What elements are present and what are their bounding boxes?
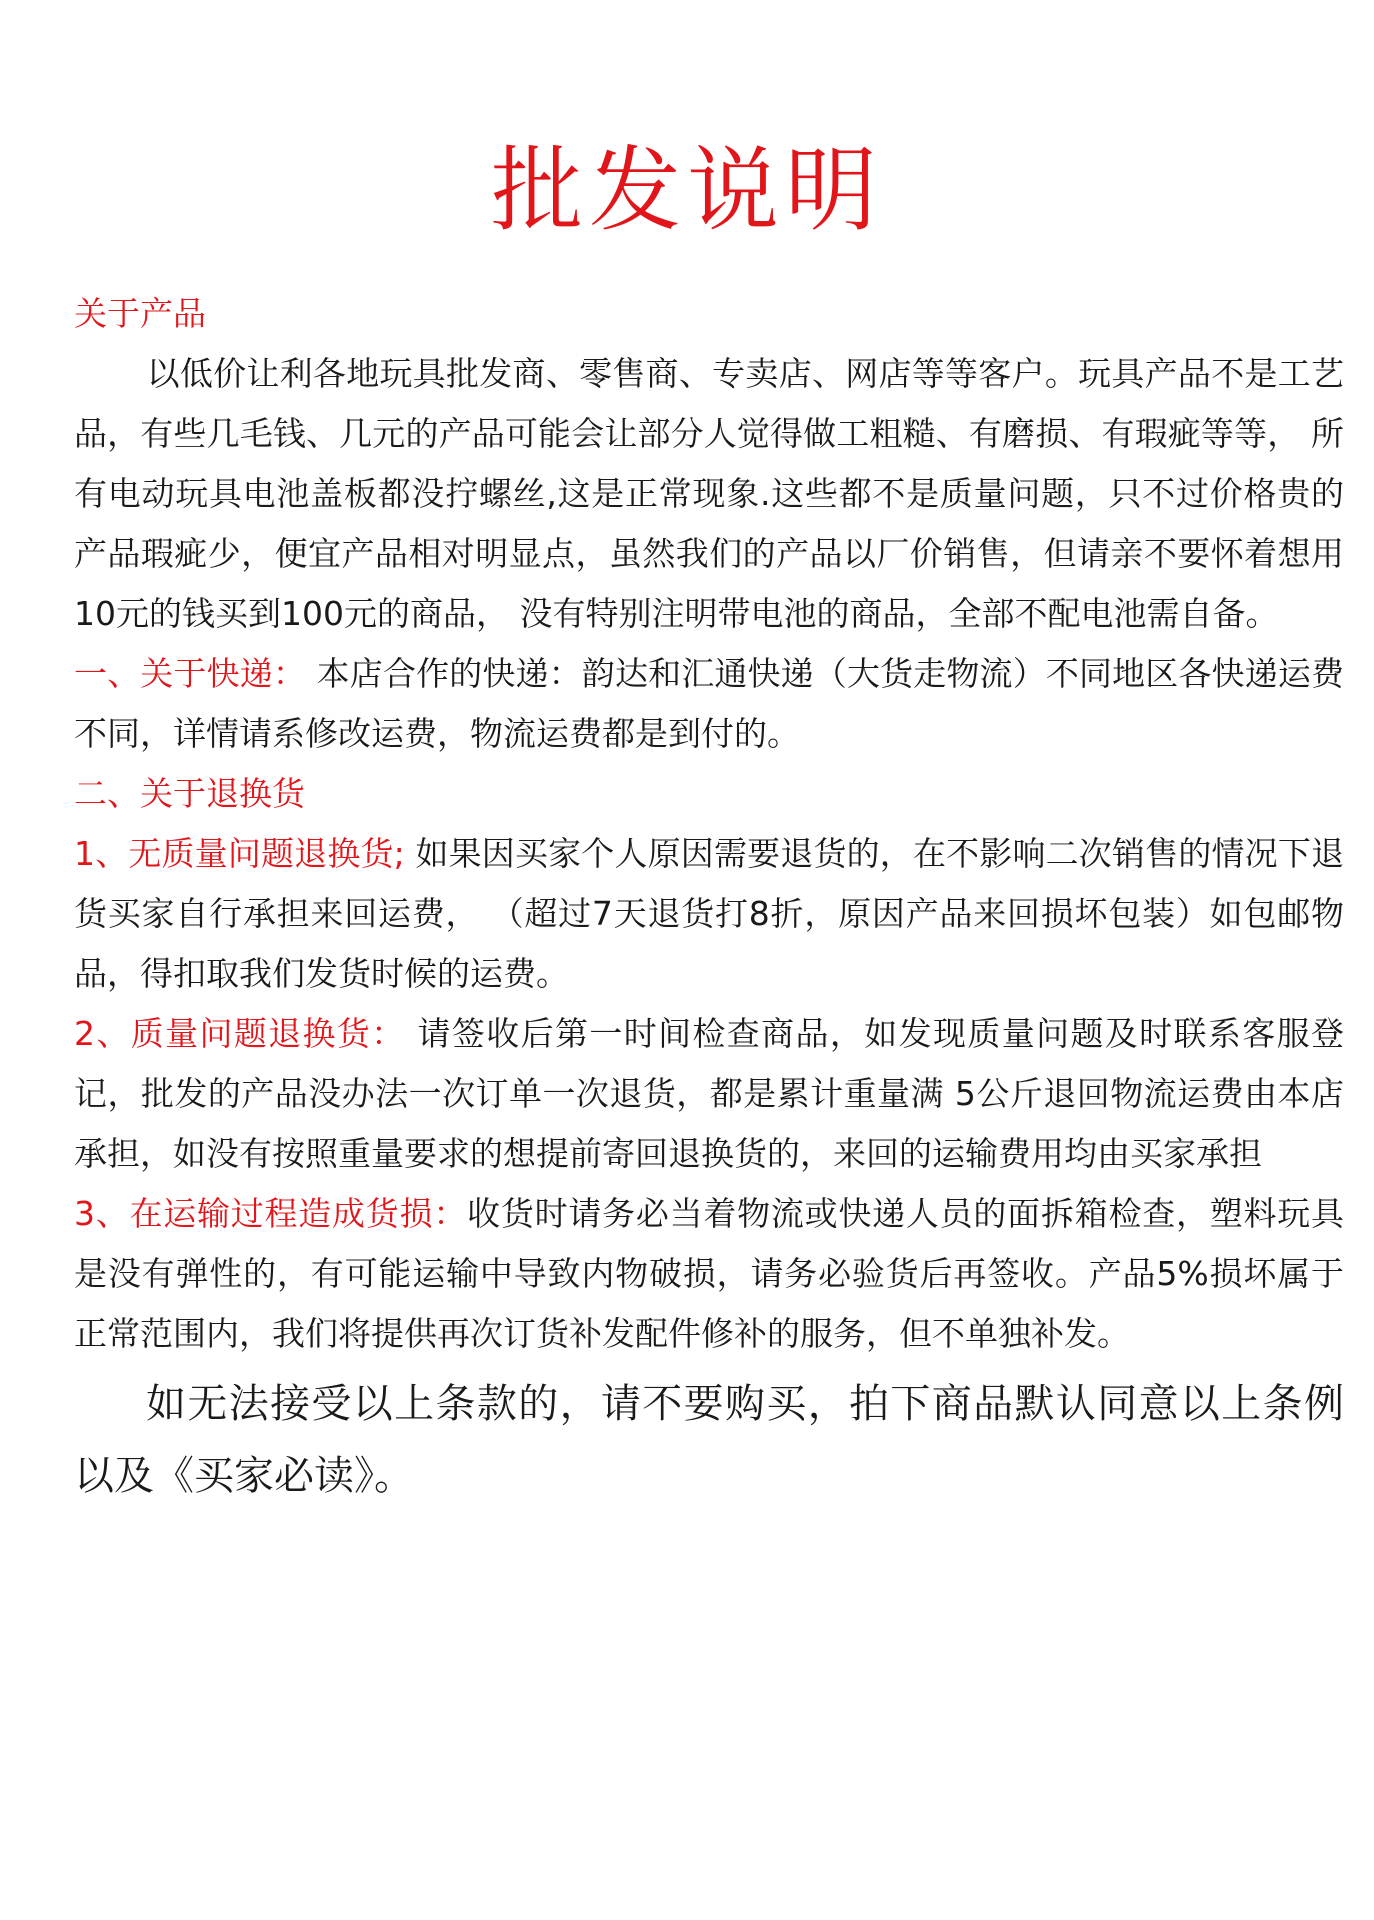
returns-item-text: 收货时请务必当着物流或快递人员的面拆箱检查，塑料玩具是没有弹性的，有可能运输中导致内物破损，请务必验货后再签收。产品5%损坏属于正常范围内，我们将提供再次订货补发配件修补的服务，但不单独补发。 [74, 1194, 1344, 1353]
page-title: 批发说明 [490, 137, 883, 244]
returns-item-text: 请签收后第一时间检查商品，如发现质量问题及时联系客服登记，批发的产品没办法一次订单一次退货，都是累计重量满 5公斤退回物流运费由本店承担，如没有按照重量要求的想提前寄回退换货的，来回的运输费用均由买家承担 [74, 1014, 1344, 1173]
express-section [74, 644, 1344, 764]
closing-statement: 如无法接受以上条款的，请不要购买，拍下商品默认同意以上条例以及《买家必读》。 [74, 1381, 1344, 1499]
returns-heading [74, 764, 1344, 824]
returns-heading-text: 二、关于退换货 [74, 774, 305, 813]
returns-item-label: 3、在运输过程造成货损： [74, 1194, 468, 1233]
returns-item-no-quality-issue [74, 824, 1344, 1004]
express-body: 本店合作的快递：韵达和汇通快递（大货走物流）不同地区各快递运费不同，详情请系修改运费，物流运费都是到付的。 [74, 654, 1344, 753]
express-heading: 一、关于快递： [74, 654, 307, 693]
returns-item-text: 如果因买家个人原因需要退货的，在不影响二次销售的情况下退货买家自行承担来回运费， （超过7天退货打8折，原因产品来回损坏包装）如包邮物品，得扣取我们发货时候的运费。 [74, 834, 1344, 993]
product-heading-text: 关于产品 [74, 294, 206, 333]
returns-item-quality-issue [74, 1004, 1344, 1184]
returns-item-label: 1、无质量问题退换货; [74, 834, 405, 873]
returns-item-transport-damage [74, 1184, 1344, 1364]
product-body: 以低价让利各地玩具批发商、零售商、专卖店、网店等等客户。玩具产品不是工艺品，有些几毛钱、几元的产品可能会让部分人觉得做工粗糙、有磨损、有瑕疵等等， 所有电动玩具电池盖板都没拧螺丝,这是正常现象.这些都不是质量问题，只不过价格贵的产品瑕疵少，便宜产品相对明显点，虽然我们的产品以厂价销售，但请亲不要怀着想用10元的钱买到100元的商品， 没有特别注明带电池的商品，全部不配电池需自备。 [74, 354, 1344, 633]
product-heading [74, 284, 1344, 344]
notice-content [74, 284, 1344, 1512]
returns-item-label: 2、质量问题退换货： [74, 1014, 406, 1053]
